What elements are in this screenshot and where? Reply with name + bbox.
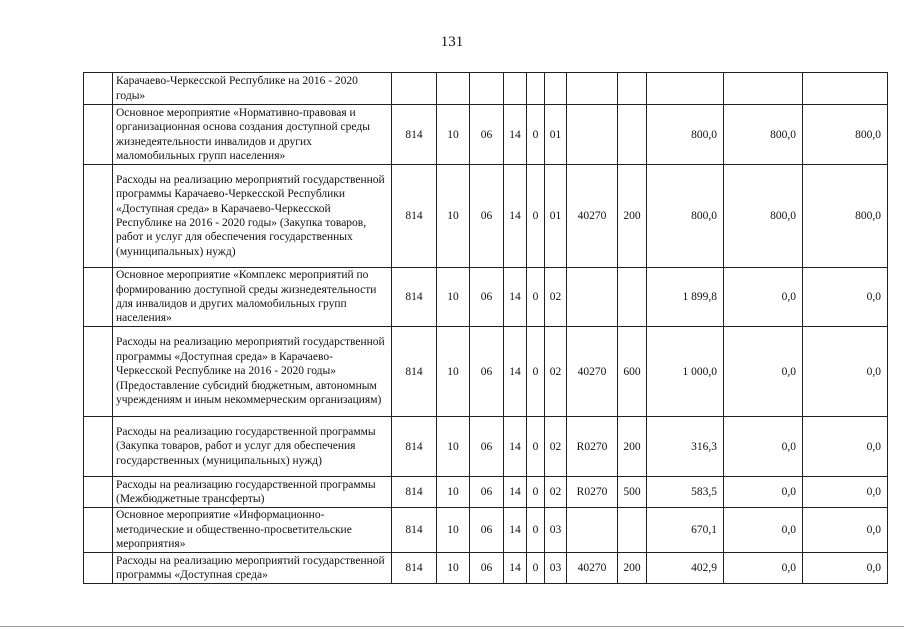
sum-year-3-cell: 0,0 — [803, 477, 888, 508]
table-row — [84, 327, 888, 417]
index-cell — [84, 105, 113, 165]
subprogram-code-cell: 0 — [527, 477, 545, 508]
description-cell: Основное мероприятие «Комплекс мероприятий по формированию доступной среды жизнедеятельности для инвалидов и других маломобильных групп населения» — [113, 268, 392, 327]
table-row — [84, 553, 888, 584]
direction-code-cell: R0270 — [567, 417, 618, 477]
sum-year-3-cell: 0,0 — [803, 417, 888, 477]
ministry-code-cell: 814 — [392, 553, 437, 584]
sum-year-2-cell: 0,0 — [724, 417, 803, 477]
sum-year-1-cell: 670,1 — [647, 508, 724, 553]
ministry-code-cell: 814 — [392, 105, 437, 165]
table-row — [84, 508, 888, 553]
event-code-cell: 03 — [545, 553, 567, 584]
event-code-cell: 02 — [545, 268, 567, 327]
event-code-cell: 01 — [545, 105, 567, 165]
sum-year-1-cell: 316,3 — [647, 417, 724, 477]
direction-code-cell — [567, 73, 618, 105]
subprogram-code-cell: 0 — [527, 553, 545, 584]
sum-year-3-cell: 0,0 — [803, 508, 888, 553]
subsection-code-cell: 06 — [470, 417, 504, 477]
program-code-cell: 14 — [504, 268, 527, 327]
direction-code-cell — [567, 268, 618, 327]
expense-type-cell: 500 — [618, 477, 647, 508]
section-code-cell: 10 — [437, 327, 470, 417]
program-code-cell: 14 — [504, 508, 527, 553]
expense-type-cell: 200 — [618, 165, 647, 268]
description-cell: Основное мероприятие «Нормативно-правовая и организационная основа создания доступной среды жизнедеятельности инвалидов и других маломобильных групп населения» — [113, 105, 392, 165]
ministry-code-cell: 814 — [392, 268, 437, 327]
table-row — [84, 165, 888, 268]
sum-year-1-cell: 1 000,0 — [647, 327, 724, 417]
event-code-cell: 01 — [545, 165, 567, 268]
section-code-cell: 10 — [437, 477, 470, 508]
ministry-code-cell: 814 — [392, 417, 437, 477]
sum-year-2-cell — [724, 73, 803, 105]
expense-type-cell: 600 — [618, 327, 647, 417]
subsection-code-cell — [470, 73, 504, 105]
ministry-code-cell: 814 — [392, 477, 437, 508]
expense-type-cell — [618, 105, 647, 165]
index-cell — [84, 508, 113, 553]
event-code-cell: 03 — [545, 508, 567, 553]
program-code-cell: 14 — [504, 105, 527, 165]
subprogram-code-cell: 0 — [527, 105, 545, 165]
program-code-cell: 14 — [504, 553, 527, 584]
subsection-code-cell: 06 — [470, 508, 504, 553]
subsection-code-cell: 06 — [470, 268, 504, 327]
program-code-cell: 14 — [504, 477, 527, 508]
expense-type-cell: 200 — [618, 417, 647, 477]
table-row — [84, 477, 888, 508]
sum-year-3-cell — [803, 73, 888, 105]
direction-code-cell: 40270 — [567, 165, 618, 268]
sum-year-1-cell: 800,0 — [647, 105, 724, 165]
subprogram-code-cell: 0 — [527, 417, 545, 477]
section-code-cell: 10 — [437, 417, 470, 477]
subsection-code-cell: 06 — [470, 105, 504, 165]
ministry-code-cell: 814 — [392, 327, 437, 417]
direction-code-cell — [567, 508, 618, 553]
sum-year-1-cell: 583,5 — [647, 477, 724, 508]
section-code-cell — [437, 73, 470, 105]
section-code-cell: 10 — [437, 508, 470, 553]
subprogram-code-cell: 0 — [527, 327, 545, 417]
page-number: 131 — [440, 34, 464, 50]
index-cell — [84, 327, 113, 417]
event-code-cell: 02 — [545, 417, 567, 477]
subsection-code-cell: 06 — [470, 553, 504, 584]
ministry-code-cell: 814 — [392, 508, 437, 553]
expense-type-cell — [618, 268, 647, 327]
sum-year-2-cell: 800,0 — [724, 165, 803, 268]
sum-year-1-cell — [647, 73, 724, 105]
index-cell — [84, 417, 113, 477]
direction-code-cell — [567, 105, 618, 165]
direction-code-cell: 40270 — [567, 553, 618, 584]
program-code-cell: 14 — [504, 327, 527, 417]
expense-type-cell: 200 — [618, 553, 647, 584]
sum-year-1-cell: 1 899,8 — [647, 268, 724, 327]
subprogram-code-cell — [527, 73, 545, 105]
table-row — [84, 105, 888, 165]
sum-year-2-cell: 0,0 — [724, 553, 803, 584]
description-cell: Расходы на реализацию государственной программы (Межбюджетные трансферты) — [113, 477, 392, 508]
table-row — [84, 417, 888, 477]
sum-year-3-cell: 0,0 — [803, 553, 888, 584]
budget-table — [83, 72, 888, 584]
description-cell: Расходы на реализацию мероприятий государственной программы Карачаево-Черкесской Республики «Доступная среда» в Карачаево-Черкесской Республике на 2016 - 2020 годы» (Закупка товаров, работ и услуг для обеспечения государственных (муниципальных) нужд) — [113, 165, 392, 268]
subsection-code-cell: 06 — [470, 165, 504, 268]
index-cell — [84, 73, 113, 105]
description-cell: Расходы на реализацию государственной программы (Закупка товаров, работ и услуг для обеспечения государственных (муниципальных) нужд) — [113, 417, 392, 477]
subsection-code-cell: 06 — [470, 327, 504, 417]
section-code-cell: 10 — [437, 553, 470, 584]
index-cell — [84, 553, 113, 584]
event-code-cell: 02 — [545, 477, 567, 508]
expense-type-cell — [618, 73, 647, 105]
direction-code-cell: R0270 — [567, 477, 618, 508]
index-cell — [84, 165, 113, 268]
sum-year-3-cell: 800,0 — [803, 165, 888, 268]
description-cell: Основное мероприятие «Информационно-методические и общественно-просветительские мероприятия» — [113, 508, 392, 553]
sum-year-2-cell: 0,0 — [724, 477, 803, 508]
subprogram-code-cell: 0 — [527, 165, 545, 268]
event-code-cell: 02 — [545, 327, 567, 417]
ministry-code-cell — [392, 73, 437, 105]
sum-year-1-cell: 800,0 — [647, 165, 724, 268]
index-cell — [84, 268, 113, 327]
description-cell: Расходы на реализацию мероприятий государственной программы «Доступная среда» — [113, 553, 392, 584]
subsection-code-cell: 06 — [470, 477, 504, 508]
sum-year-3-cell: 800,0 — [803, 105, 888, 165]
sum-year-2-cell: 0,0 — [724, 327, 803, 417]
table-row — [84, 268, 888, 327]
section-code-cell: 10 — [437, 165, 470, 268]
program-code-cell: 14 — [504, 417, 527, 477]
sum-year-1-cell: 402,9 — [647, 553, 724, 584]
table-row — [84, 73, 888, 105]
sum-year-2-cell: 800,0 — [724, 105, 803, 165]
section-code-cell: 10 — [437, 268, 470, 327]
section-code-cell: 10 — [437, 105, 470, 165]
sum-year-3-cell: 0,0 — [803, 268, 888, 327]
subprogram-code-cell: 0 — [527, 508, 545, 553]
subprogram-code-cell: 0 — [527, 268, 545, 327]
expense-type-cell — [618, 508, 647, 553]
description-cell: Расходы на реализацию мероприятий государственной программы «Доступная среда» в Карачаево-Черкесской Республике на 2016 - 2020 годы» (Предоставление субсидий бюджетным, автономным учреждениям и иным некоммерческим организациям) — [113, 327, 392, 417]
page-bottom-edge — [0, 626, 904, 627]
index-cell — [84, 477, 113, 508]
direction-code-cell: 40270 — [567, 327, 618, 417]
description-cell: Карачаево-Черкесской Республике на 2016 - 2020 годы» — [113, 73, 392, 105]
ministry-code-cell: 814 — [392, 165, 437, 268]
event-code-cell — [545, 73, 567, 105]
program-code-cell — [504, 73, 527, 105]
sum-year-2-cell: 0,0 — [724, 268, 803, 327]
sum-year-2-cell: 0,0 — [724, 508, 803, 553]
sum-year-3-cell: 0,0 — [803, 327, 888, 417]
program-code-cell: 14 — [504, 165, 527, 268]
